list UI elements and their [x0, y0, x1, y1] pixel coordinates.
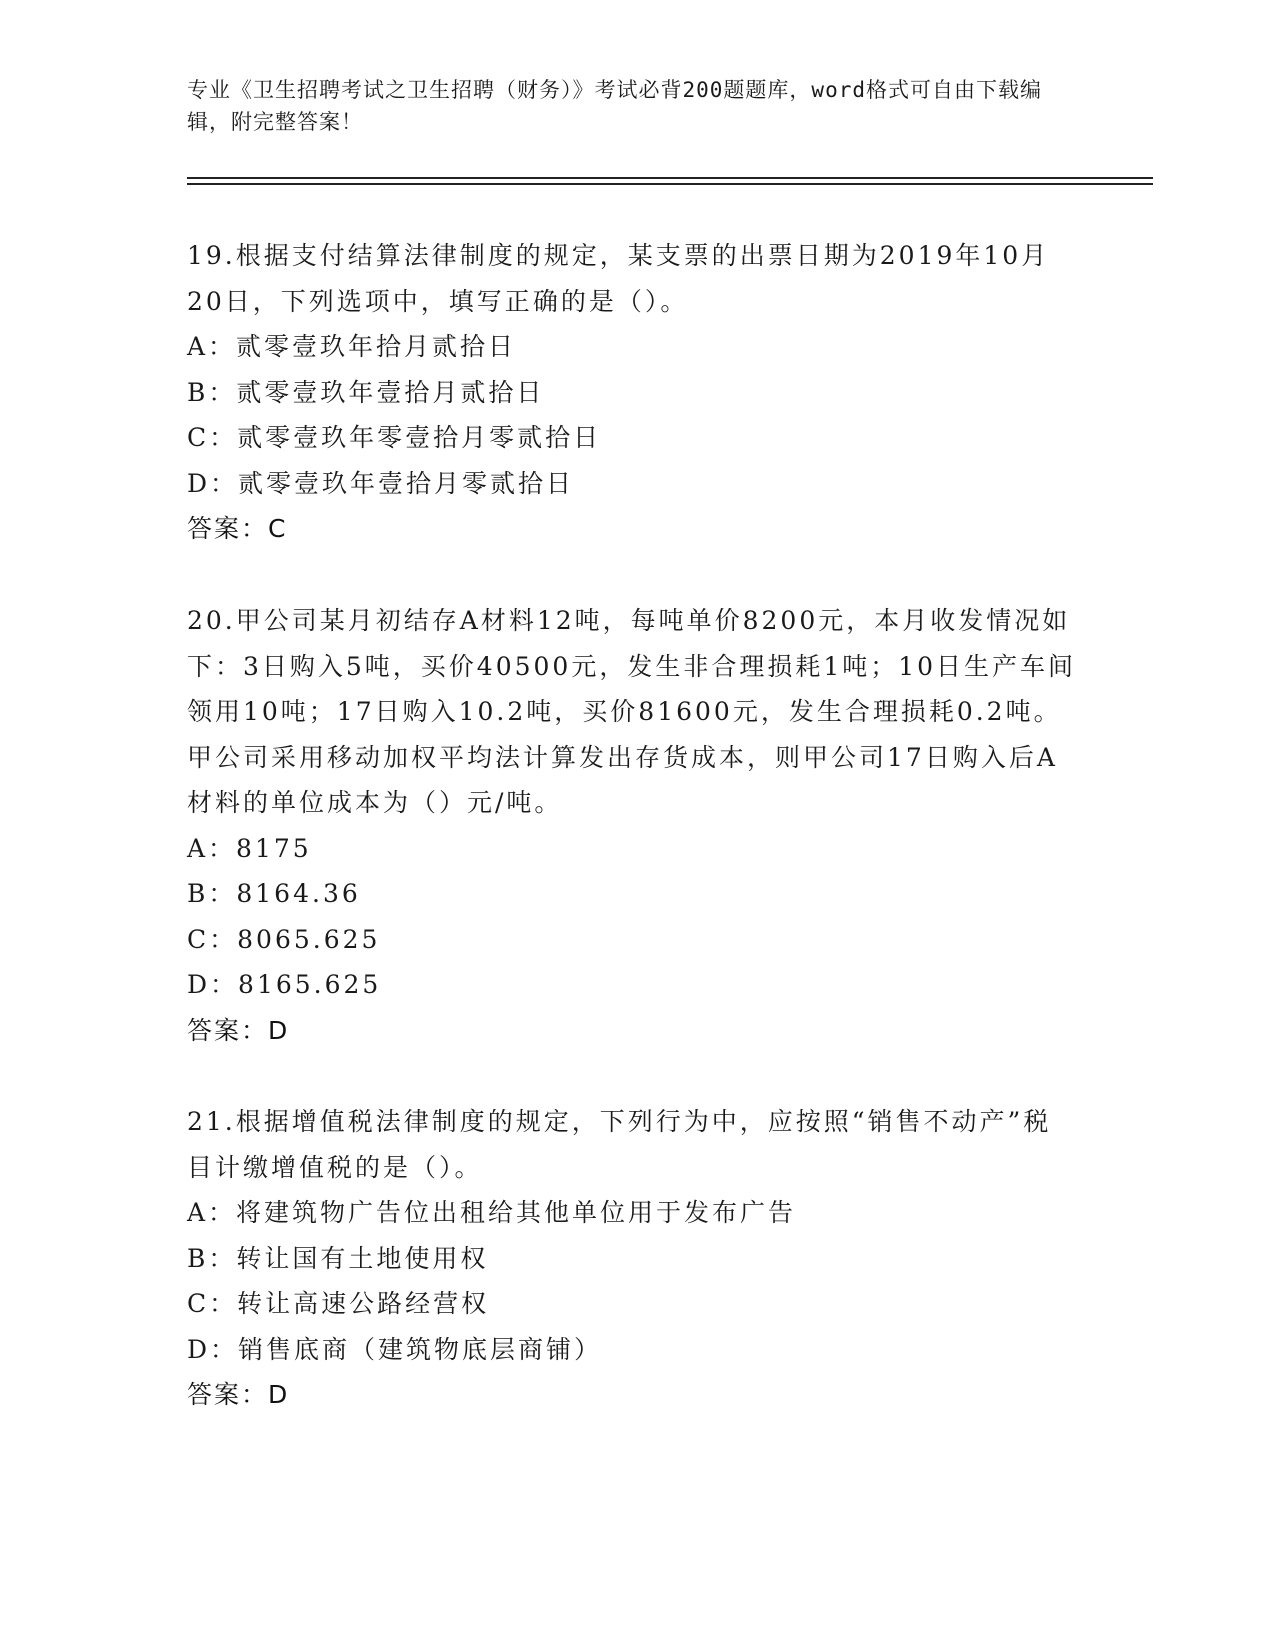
option-d: D：贰零壹玖年壹拾月零贰拾日	[187, 468, 575, 498]
option-d: D：销售底商（建筑物底层商铺）	[187, 1334, 603, 1364]
option-b: B：转让国有土地使用权	[187, 1243, 489, 1273]
question-stem: 21.根据增值税法律制度的规定，下列行为中，应按照“销售不动产”税目计缴增值税的是（）。	[187, 1107, 1052, 1182]
option-a: A：8175	[187, 833, 312, 863]
answer-line: 答案：D	[187, 1015, 290, 1045]
question-stem: 19.根据支付结算法律制度的规定，某支票的出票日期为2019年10月20日，下列选项中，填写正确的是（）。	[187, 241, 1050, 316]
header-divider-bottom	[187, 183, 1153, 185]
option-a: A：将建筑物广告位出租给其他单位用于发布广告	[187, 1198, 797, 1227]
option-b: B：8164.36	[187, 879, 361, 908]
document-intro: 专业《卫生招聘考试之卫生招聘（财务）》考试必背200题题库，word格式可自由下载编辑，附完整答案！	[187, 78, 1042, 134]
option-b: B：贰零壹玖年壹拾月贰拾日	[187, 377, 545, 407]
question-20	[187, 598, 1077, 1053]
option-c: C：8065.625	[187, 924, 381, 954]
option-a: A：贰零壹玖年拾月贰拾日	[187, 332, 517, 361]
option-c: C：贰零壹玖年零壹拾月零贰拾日	[187, 423, 602, 452]
option-d: D：8165.625	[187, 970, 382, 999]
question-19	[187, 233, 1077, 552]
option-c: C：转让高速公路经营权	[187, 1289, 490, 1318]
answer-line: 答案：C	[187, 514, 288, 543]
answer-line: 答案：D	[187, 1380, 290, 1409]
question-21	[187, 1099, 1077, 1418]
question-stem: 20.甲公司某月初结存A材料12吨，每吨单价8200元，本月收发情况如下：3日购入5吨，买价40500元，发生非合理损耗1吨；10日生产车间领用10吨；17日购入10.2吨，买价81600元，发生合理损耗0.2吨。甲公司采用移动加权平均法计算发出存货成本，则甲公司17日购入后A材料的单位成本为（）元/吨。	[187, 606, 1077, 817]
header-divider-top	[187, 177, 1153, 179]
